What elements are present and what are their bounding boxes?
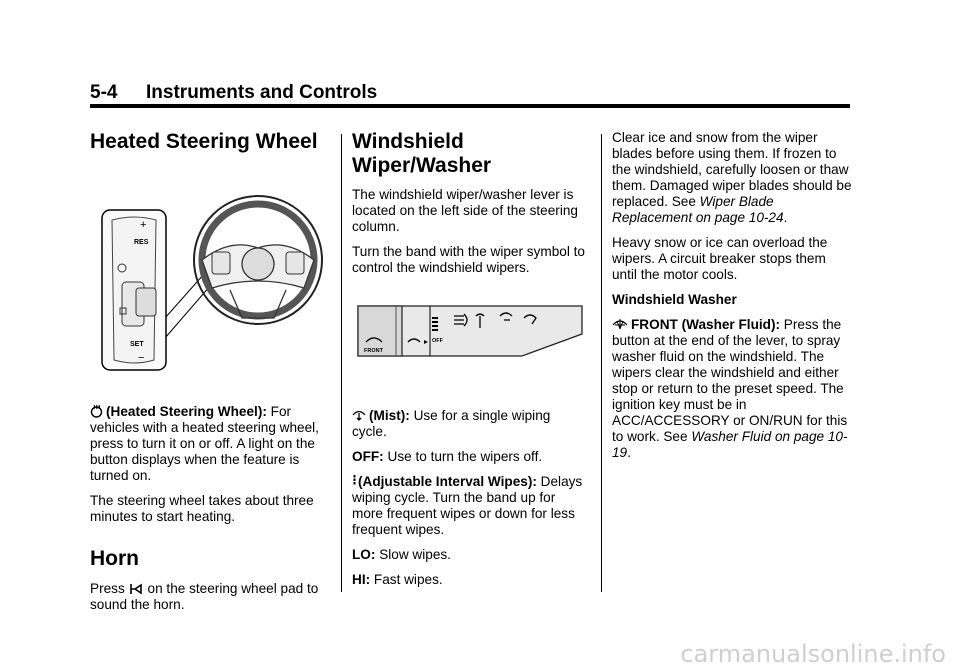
paragraph-off bbox=[352, 449, 587, 465]
column-divider-1 bbox=[341, 134, 342, 592]
heading-heated-steering-wheel: Heated Steering Wheel bbox=[90, 130, 318, 153]
text-washer-fluid-end: . bbox=[627, 445, 631, 460]
front-label: FRONT bbox=[364, 348, 383, 354]
set-label: SET bbox=[130, 341, 144, 348]
subheading-windshield-washer: Windshield Washer bbox=[612, 292, 737, 307]
label-washer-fluid: FRONT (Washer Fluid): bbox=[631, 317, 781, 332]
heading-windshield-wiper-washer: Windshield Wiper/Washer bbox=[352, 130, 492, 177]
label-interval: (Adjustable Interval Wipes): bbox=[358, 474, 537, 489]
heading-horn: Horn bbox=[90, 547, 139, 570]
paragraph-clear-ice bbox=[612, 130, 852, 226]
text-heated-wheel: For vehicles with a heated steering wheel, press to turn it on or off. A light on the button displays when the feature is turned on. bbox=[90, 404, 319, 483]
page-number: 5-4 bbox=[90, 82, 118, 103]
washer-fluid-icon bbox=[612, 317, 628, 331]
steering-wheel-illustration bbox=[90, 178, 325, 378]
paragraph-heavy-snow: Heavy snow or ice can overload the wipers. A circuit breaker stops them until the motor cools. bbox=[612, 235, 828, 282]
chapter-title: Instruments and Controls bbox=[146, 82, 378, 103]
paragraph-hi bbox=[352, 572, 587, 588]
text-hi: Fast wipes. bbox=[373, 572, 443, 587]
res-label: RES bbox=[134, 239, 149, 246]
watermark: carmanualsonline.info bbox=[680, 640, 946, 668]
column-1 bbox=[90, 130, 325, 622]
wiper-lever-illustration bbox=[352, 294, 587, 384]
minus-label: − bbox=[138, 352, 145, 364]
heated-steering-wheel-icon bbox=[90, 404, 103, 418]
steering-wheel-figure bbox=[90, 178, 325, 378]
link-wiper-blade-replacement[interactable]: Wiper Blade Replacement on page 10-24 bbox=[612, 194, 784, 225]
wiper-lever-figure bbox=[352, 294, 587, 384]
paragraph-washer-fluid bbox=[612, 317, 852, 461]
text-off: Use to turn the wipers off. bbox=[387, 449, 543, 464]
column-divider-2 bbox=[601, 134, 602, 592]
page-header bbox=[90, 82, 377, 104]
label-heated-wheel: (Heated Steering Wheel): bbox=[106, 404, 267, 419]
interval-wipe-icon bbox=[352, 475, 357, 488]
text-clear-ice-end: . bbox=[783, 210, 788, 225]
mist-icon bbox=[352, 409, 366, 422]
off-label: OFF bbox=[432, 338, 443, 344]
column-3 bbox=[612, 130, 852, 470]
paragraph-heated-wheel bbox=[90, 404, 325, 484]
paragraph-turn-band: Turn the band with the wiper symbol to control the windshield wipers. bbox=[352, 244, 585, 275]
text-mist: Use for a single wiping cycle. bbox=[352, 408, 551, 439]
paragraph-horn bbox=[90, 581, 325, 613]
paragraph-heating-time: The steering wheel takes about three minutes to start heating. bbox=[90, 493, 314, 524]
text-interval: Delays wiping cycle. Turn the band up for more frequent wipes or down for less frequent wipes. bbox=[352, 474, 583, 537]
horn-icon bbox=[129, 583, 145, 595]
paragraph-lo bbox=[352, 547, 587, 563]
text-washer-fluid: Press the button at the end of the lever, to spray washer fluid on the windshield. The wipers clear the windshield and either stop or return to the preset speed. The ignition key must be in ACC/ACCESSORY or ON/RUN for this to work. See bbox=[612, 317, 848, 444]
horn-text-pre: Press bbox=[90, 581, 125, 596]
text-clear-ice: Clear ice and snow from the wiper blades before using them. If frozen to the windshield, carefully loosen or thaw them. Damaged wiper blades should be replaced. See bbox=[612, 130, 852, 209]
text-lo: Slow wipes. bbox=[379, 547, 451, 562]
label-lo: LO: bbox=[352, 547, 376, 562]
link-washer-fluid[interactable]: Washer Fluid on page 10-19 bbox=[612, 429, 848, 460]
label-mist: (Mist): bbox=[369, 408, 410, 423]
plus-label: + bbox=[140, 219, 147, 231]
column-2 bbox=[352, 130, 587, 597]
horn-text-post: on the steering wheel pad to sound the horn. bbox=[90, 581, 319, 612]
header-rule bbox=[90, 104, 850, 108]
paragraph-interval bbox=[352, 474, 587, 538]
paragraph-mist bbox=[352, 408, 587, 440]
label-hi: HI: bbox=[352, 572, 371, 587]
label-off: OFF: bbox=[352, 449, 384, 464]
paragraph-lever-location: The windshield wiper/washer lever is located on the left side of the steering column. bbox=[352, 187, 578, 234]
